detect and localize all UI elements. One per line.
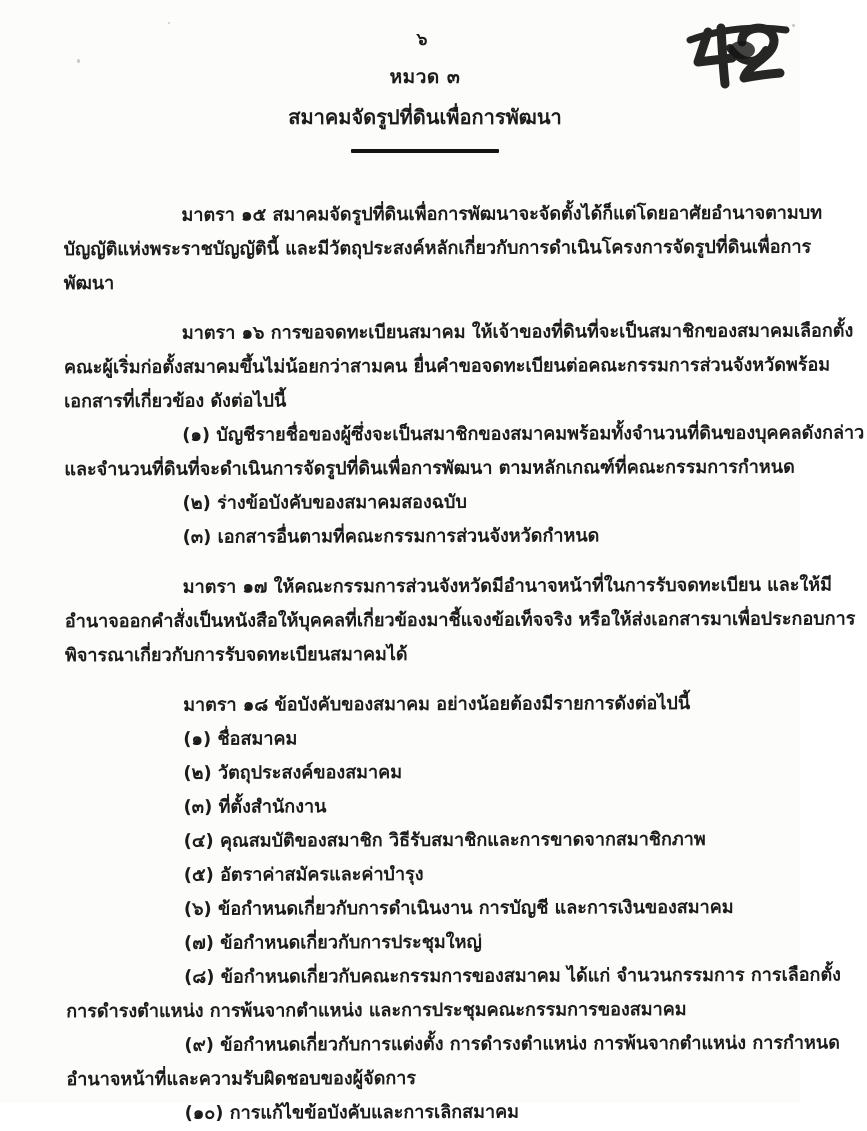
section-16-item-1 — [64, 417, 865, 487]
text-line: (๗) ข้อกำหนดเกี่ยวกับการประชุมใหญ่ — [183, 931, 482, 954]
text-line: (๑๐) การแก้ไขข้อบังคับและการเลิกสมาคม — [184, 1101, 520, 1124]
section-18-item-2 — [65, 755, 739, 791]
section-18-item-1 — [65, 721, 739, 757]
section-18 — [65, 687, 739, 723]
text-line: มาตรา ๑๘ ข้อบังคับของสมาคม อย่างน้อยต้องมีรายการดังต่อไปนี้ — [183, 692, 691, 716]
text-line: มาตรา ๑๗ ให้คณะกรรมการส่วนจังหวัดมีอำนาจหน้าที่ในการรับจดทะเบียน และให้มี — [182, 574, 832, 598]
section-18-item-8 — [66, 959, 841, 1029]
section-18-item-7 — [66, 925, 740, 961]
text-line: (๖) ข้อกำหนดเกี่ยวกับการดำเนินงาน การบัญชี และการเงินของสมาคม — [183, 896, 734, 920]
text-line: และจำนวนที่ดินที่จะดำเนินการจัดรูปที่ดินเพื่อการพัฒนา ตามหลักเกณฑ์ที่คณะกรรมการกำหนด — [64, 456, 795, 481]
text-line: (๔) คุณสมบัติของสมาชิก วิธีรับสมาชิกและการขาดจากสมาชิกภาพ — [183, 828, 706, 852]
chapter-title: สมาคมจัดรูปที่ดินเพื่อการพัฒนา — [288, 105, 562, 129]
text-line: อำนาจออกคำสั่งเป็นหนังสือให้บุคคลที่เกี่ยวข้องมาชี้แจงข้อเท็จจริง หรือให้ส่งเอกสารมาเพื่อประกอบการ — [64, 608, 856, 633]
section-18-item-3 — [65, 789, 739, 825]
text-line: อำนาจหน้าที่และความรับผิดชอบของผู้จัดการ — [66, 1067, 417, 1091]
text-line: (๓) ที่ตั้งสำนักงาน — [183, 796, 327, 818]
scan-speck — [168, 22, 170, 24]
text-line: (๒) ร่างข้อบังคับของสมาคมสองฉบับ — [182, 491, 467, 514]
section-18-item-5 — [66, 857, 740, 893]
text-line: เอกสารที่เกี่ยวข้อง ดังต่อไปนี้ — [64, 390, 287, 413]
text-line: (๘) ข้อกำหนดเกี่ยวกับคณะกรรมการของสมาคม ได้แก่ จำนวนกรรมการ การเลือกตั้ง — [184, 964, 841, 988]
text-line: บัญญัติแห่งพระราชบัญญัตินี้ และมีวัตถุประสงค์หลักเกี่ยวกับการดำเนินโครงการจัดรูปที่ดินเพื่อการ — [63, 236, 812, 261]
section-18-item-4 — [66, 823, 740, 859]
section-16-item-3 — [65, 519, 739, 555]
page-number: ๖ — [416, 30, 428, 50]
chapter-heading: หมวด ๓ — [389, 66, 461, 88]
text-line: (๑) ชื่อสมาคม — [183, 728, 298, 750]
section-17 — [64, 569, 856, 673]
section-16 — [63, 315, 854, 419]
section-18-item-6 — [66, 891, 740, 927]
text-line: พิจารณาเกี่ยวกับการรับจดทะเบียนสมาคมได้ — [64, 643, 408, 667]
text-line: (๓) เอกสารอื่นตามที่คณะกรรมการส่วนจังหวัดกำหนด — [182, 525, 600, 548]
section-16-item-2 — [64, 485, 738, 521]
text-line: (๑) บัญชีรายชื่อของผู้ซึ่งจะเป็นสมาชิกของสมาคมพร้อมทั้งจำนวนที่ดินของบุคคลดังกล่าว — [182, 422, 865, 446]
section-18-item-10 — [67, 1095, 741, 1131]
text-line: พัฒนา — [63, 273, 115, 295]
text-line: มาตรา ๑๕ สมาคมจัดรูปที่ดินเพื่อการพัฒนาจะจัดตั้งได้ก็แต่โดยอาศัยอำนาจตามบท — [181, 202, 823, 226]
text-line: คณะผู้เริ่มก่อตั้งสมาคมขึ้นไม่น้อยกว่าสามคน ยื่นคำขอจดทะเบียนต่อคณะกรรมการส่วนจังหวัดพร้อม — [63, 354, 831, 379]
text-line: (๙) ข้อกำหนดเกี่ยวกับการแต่งตั้ง การดำรงตำแหน่ง การพ้นจากตำแหน่ง การกำหนด — [184, 1032, 840, 1056]
document-body — [63, 181, 865, 1131]
text-line: การดำรงตำแหน่ง การพ้นจากตำแหน่ง และการประชุมคณะกรรมการของสมาคม — [66, 999, 687, 1023]
text-line: มาตรา ๑๖ การขอจดทะเบียนสมาคม ให้เจ้าของที่ดินที่จะเป็นสมาชิกของสมาคมเลือกตั้ง — [181, 320, 854, 344]
text-line: (๒) วัตถุประสงค์ของสมาคม — [183, 762, 403, 784]
document-header — [25, 62, 825, 153]
header-divider — [351, 149, 499, 153]
section-15 — [63, 197, 823, 301]
section-18-item-9 — [66, 1027, 840, 1097]
text-line: (๕) อัตราค่าสมัครและค่าบำรุง — [183, 863, 424, 886]
